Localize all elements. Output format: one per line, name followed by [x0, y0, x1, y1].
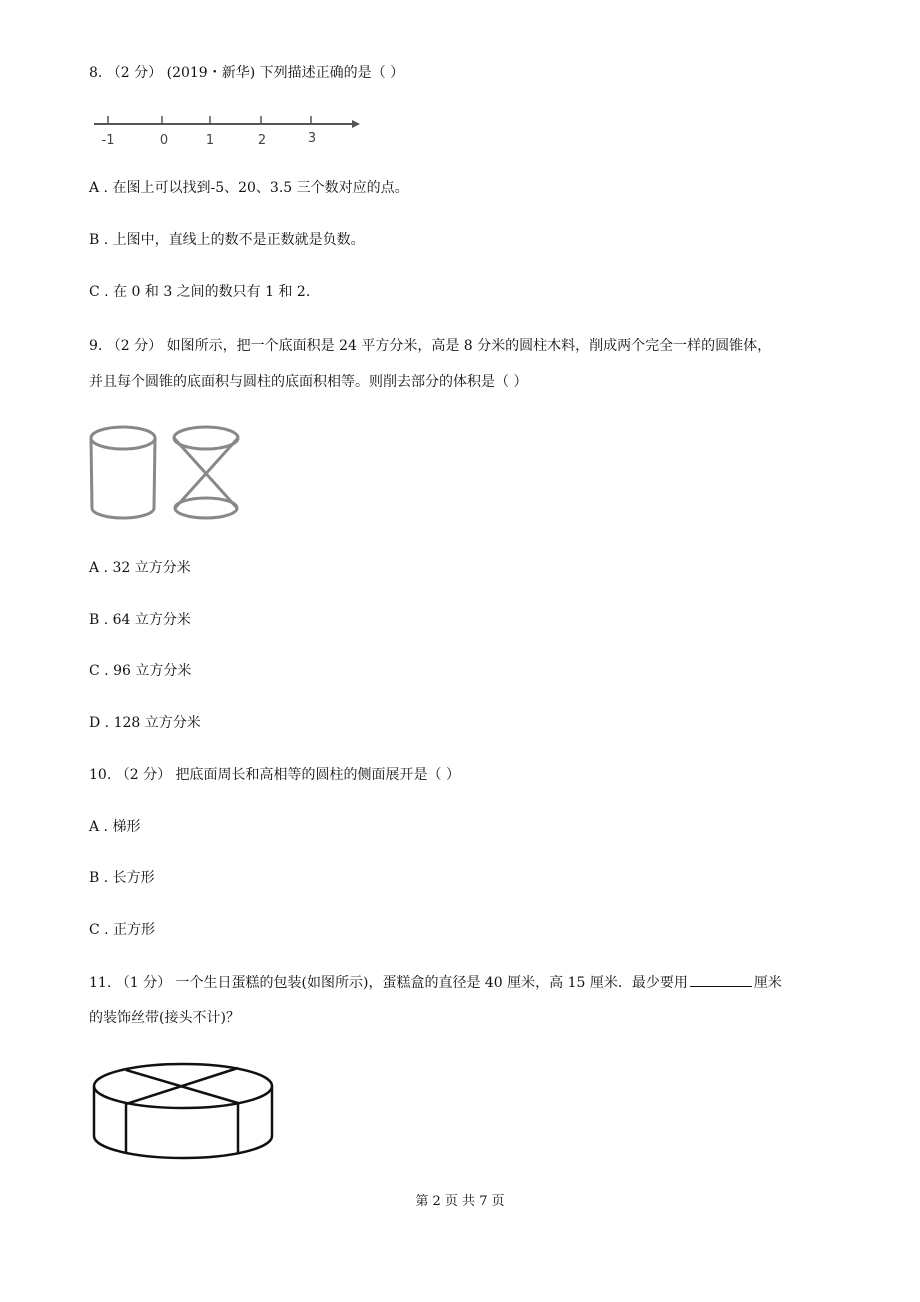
q9-option-a: A . 32 立方分米	[89, 560, 191, 576]
q10-stem: 10. （2 分） 把底面周长和高相等的圆柱的侧面展开是（ ）	[89, 767, 460, 783]
q8-option-c: C . 在 0 和 3 之间的数只有 1 和 2.	[89, 284, 311, 300]
tick-label: 2	[257, 133, 267, 148]
double-cone-shape	[174, 427, 238, 518]
q11-stem-line2: 的装饰丝带(接头不计)？	[89, 1010, 240, 1026]
tick-label: 1	[205, 133, 215, 148]
q10-option-c: C . 正方形	[89, 922, 156, 938]
tick-label: 3	[307, 131, 317, 146]
q8-stem: 8. （2 分） (2019・新华) 下列描述正确的是（ ）	[89, 65, 405, 81]
number-line-figure	[90, 110, 365, 150]
q9-option-b: B . 64 立方分米	[89, 612, 191, 628]
cylinder-cones-figure	[86, 420, 256, 528]
tick-label: 0	[159, 133, 169, 148]
cake-box-shape	[94, 1064, 272, 1158]
q11-stem-after: 厘米	[753, 975, 782, 991]
q9-stem-line2: 并且每个圆锥的底面积与圆柱的底面积相等。则削去部分的体积是（ ）	[89, 374, 528, 390]
q11-stem-line1	[89, 972, 782, 993]
q10-option-b: B . 长方形	[89, 870, 155, 886]
q8-option-a: A . 在图上可以找到-5、20、3.5 三个数对应的点。	[89, 180, 409, 196]
answer-blank[interactable]	[690, 972, 752, 987]
cylinder-shape	[91, 427, 155, 518]
number-line-arrow	[352, 120, 360, 128]
q8-option-b: B . 上图中，直线上的数不是正数就是负数。	[89, 232, 365, 248]
q9-option-c: C . 96 立方分米	[89, 663, 192, 679]
page-footer: 第 2 页 共 7 页	[415, 1194, 505, 1209]
q9-option-d: D . 128 立方分米	[89, 715, 201, 731]
q9-stem-line1: 9. （2 分） 如图所示，把一个底面积是 24 平方分米，高是 8 分米的圆柱木料，削成两个完全一样的圆锥体，	[89, 338, 772, 354]
cake-box-figure	[88, 1060, 288, 1164]
q11-stem-before: 11. （1 分） 一个生日蛋糕的包装(如图所示)，蛋糕盒的直径是 40 厘米，高 15 厘米．最少要用	[89, 975, 688, 991]
q10-option-a: A . 梯形	[89, 819, 141, 835]
tick-label: -1	[101, 133, 115, 148]
